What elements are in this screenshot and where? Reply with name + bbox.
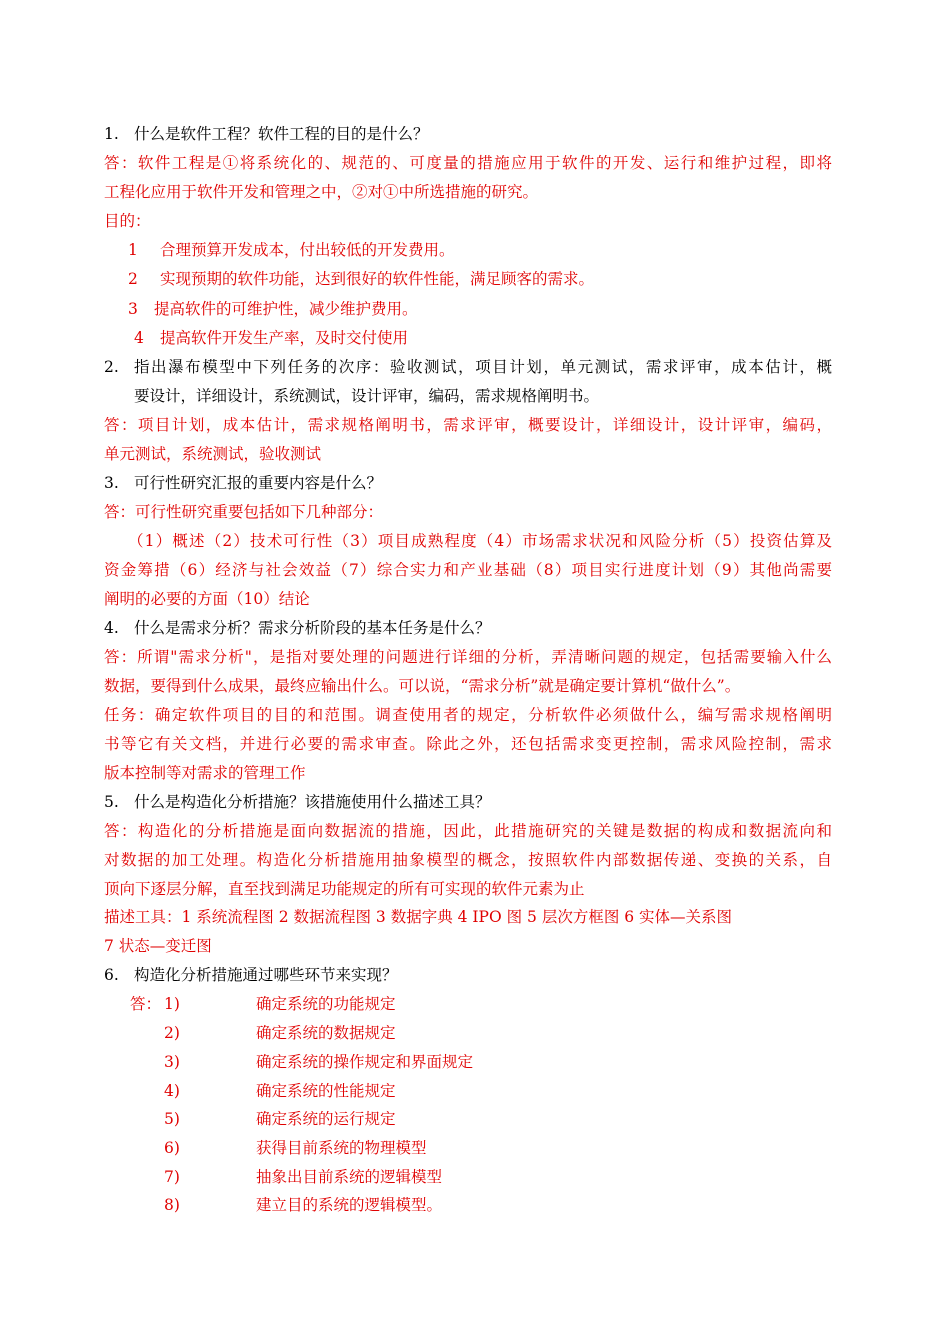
q6-step-number: 2): [164, 1024, 180, 1042]
q6-step-text: 抽象出目前系统的逻辑模型: [256, 1168, 443, 1186]
q5-answer-line-1: 答：构造化的分析措施是面向数据流的措施，因此，此措施研究的关键是数据的构成和数据流向和: [104, 822, 832, 840]
q6-step-number: 8): [164, 1196, 180, 1214]
q3-answer-line-2: （1）概述（2）技术可行性（3）项目成熟程度（4）市场需求状况和风险分析（5）投资估算及: [128, 532, 832, 550]
q4-task-line-1: 任务：确定软件项目的目的和范围。调查使用者的规定，分析软件必须做什么，编写需求规格阐明: [104, 706, 832, 724]
q6-step-number: 5): [164, 1110, 180, 1128]
q1-purpose-item-text: 合理预算开发成本，付出较低的开发费用。: [160, 241, 455, 259]
q4-number: 4.: [104, 619, 119, 637]
q4-answer-line-1: 答：所谓"需求分析"，是指对要处理的问题进行详细的分析，弄清晰问题的规定，包括需要输入什么: [104, 648, 832, 666]
q3-answer-line-4: 阐明的必要的方面（10）结论: [104, 590, 310, 608]
q1-purpose-item-number: 3: [128, 300, 138, 318]
q6-step-text: 确定系统的性能规定: [256, 1082, 396, 1100]
q6-step-number: 4): [164, 1082, 180, 1100]
q6-answer-prefix: 答：: [130, 995, 162, 1013]
q4-task-line-3: 版本控制等对需求的管理工作: [104, 764, 306, 782]
q1-answer-line-1: 答：软件工程是①将系统化的、规范的、可度量的措施应用于软件的开发、运行和维护过程，即将: [104, 154, 832, 172]
q2-number: 2.: [104, 358, 119, 376]
q1-purpose-item-text: 实现预期的软件功能，达到很好的软件性能，满足顾客的需求。: [160, 270, 595, 288]
q1-purpose-label: 目的：: [104, 212, 151, 230]
q4-question: 什么是需求分析？需求分析阶段的基本任务是什么？: [134, 619, 491, 637]
q6-step-number: 3): [164, 1053, 180, 1071]
q5-tools-line-2: 7 状态—变迁图: [104, 937, 212, 955]
q6-step-text: 确定系统的运行规定: [256, 1110, 396, 1128]
q1-purpose-item-number: 2: [128, 270, 138, 288]
q5-question: 什么是构造化分析措施？该措施使用什么描述工具？: [134, 793, 491, 811]
q4-answer-line-2: 数据，要得到什么成果，最终应输出什么。可以说，“需求分析”就是确定要计算机“做什么”。: [104, 677, 741, 695]
q1-number: 1.: [104, 125, 119, 143]
q3-answer-line-3: 资金筹措（6）经济与社会效益（7）综合实力和产业基础（8）项目实行进度计划（9）其他尚需要: [104, 561, 832, 579]
q2-question-line-1: 指出瀑布模型中下列任务的次序：验收测试，项目计划，单元测试，需求评审，成本估计，概: [134, 358, 832, 376]
q3-answer-line-1: 答：可行性研究重要包括如下几种部分：: [104, 503, 384, 521]
q3-question: 可行性研究汇报的重要内容是什么？: [134, 474, 383, 492]
q6-step-text: 确定系统的操作规定和界面规定: [256, 1053, 474, 1071]
q6-step-number: 7): [164, 1168, 180, 1186]
q5-tools-line-1: 描述工具：1 系统流程图 2 数据流程图 3 数据字典 4 IPO 图 5 层次方框图 6 实体—关系图: [104, 908, 733, 926]
q1-purpose-item-text: 提高软件开发生产率，及时交付使用: [160, 329, 409, 347]
q6-step-text: 确定系统的功能规定: [256, 995, 396, 1013]
q1-purpose-item-text: 提高软件的可维护性，减少维护费用。: [154, 300, 418, 318]
q2-answer-line-1: 答：项目计划，成本估计，需求规格阐明书，需求评审，概要设计，详细设计，设计评审，编码，: [104, 416, 832, 434]
q5-answer-line-2: 对数据的加工处理。构造化分析措施用抽象模型的概念，按照软件内部数据传递、变换的关系，自: [104, 851, 832, 869]
q6-number: 6.: [104, 966, 119, 984]
q3-number: 3.: [104, 474, 119, 492]
q6-step-text: 确定系统的数据规定: [256, 1024, 396, 1042]
q2-question-line-2: 要设计，详细设计，系统测试，设计评审，编码，需求规格阐明书。: [134, 387, 600, 405]
q4-task-line-2: 书等它有关文档，并进行必要的需求审查。除此之外，还包括需求变更控制，需求风险控制，需求: [104, 735, 832, 753]
q2-answer-line-2: 单元测试，系统测试，验收测试: [104, 445, 322, 463]
q1-purpose-item-number: 4: [134, 329, 144, 347]
q5-answer-line-3: 顶向下逐层分解，直至找到满足功能规定的所有可实现的软件元素为止: [104, 880, 585, 898]
q5-number: 5.: [104, 793, 119, 811]
q1-question: 什么是软件工程？软件工程的目的是什么？: [134, 125, 429, 143]
q6-step-number: 1): [164, 995, 180, 1013]
q1-answer-line-2: 工程化应用于软件开发和管理之中，②对①中所选措施的研究。: [104, 183, 539, 201]
q6-step-number: 6): [164, 1139, 180, 1157]
q6-step-text: 获得目前系统的物理模型: [256, 1139, 427, 1157]
q6-step-text: 建立目的系统的逻辑模型。: [256, 1196, 443, 1214]
q6-question: 构造化分析措施通过哪些环节来实现？: [134, 966, 398, 984]
q1-purpose-item-number: 1: [128, 241, 138, 259]
